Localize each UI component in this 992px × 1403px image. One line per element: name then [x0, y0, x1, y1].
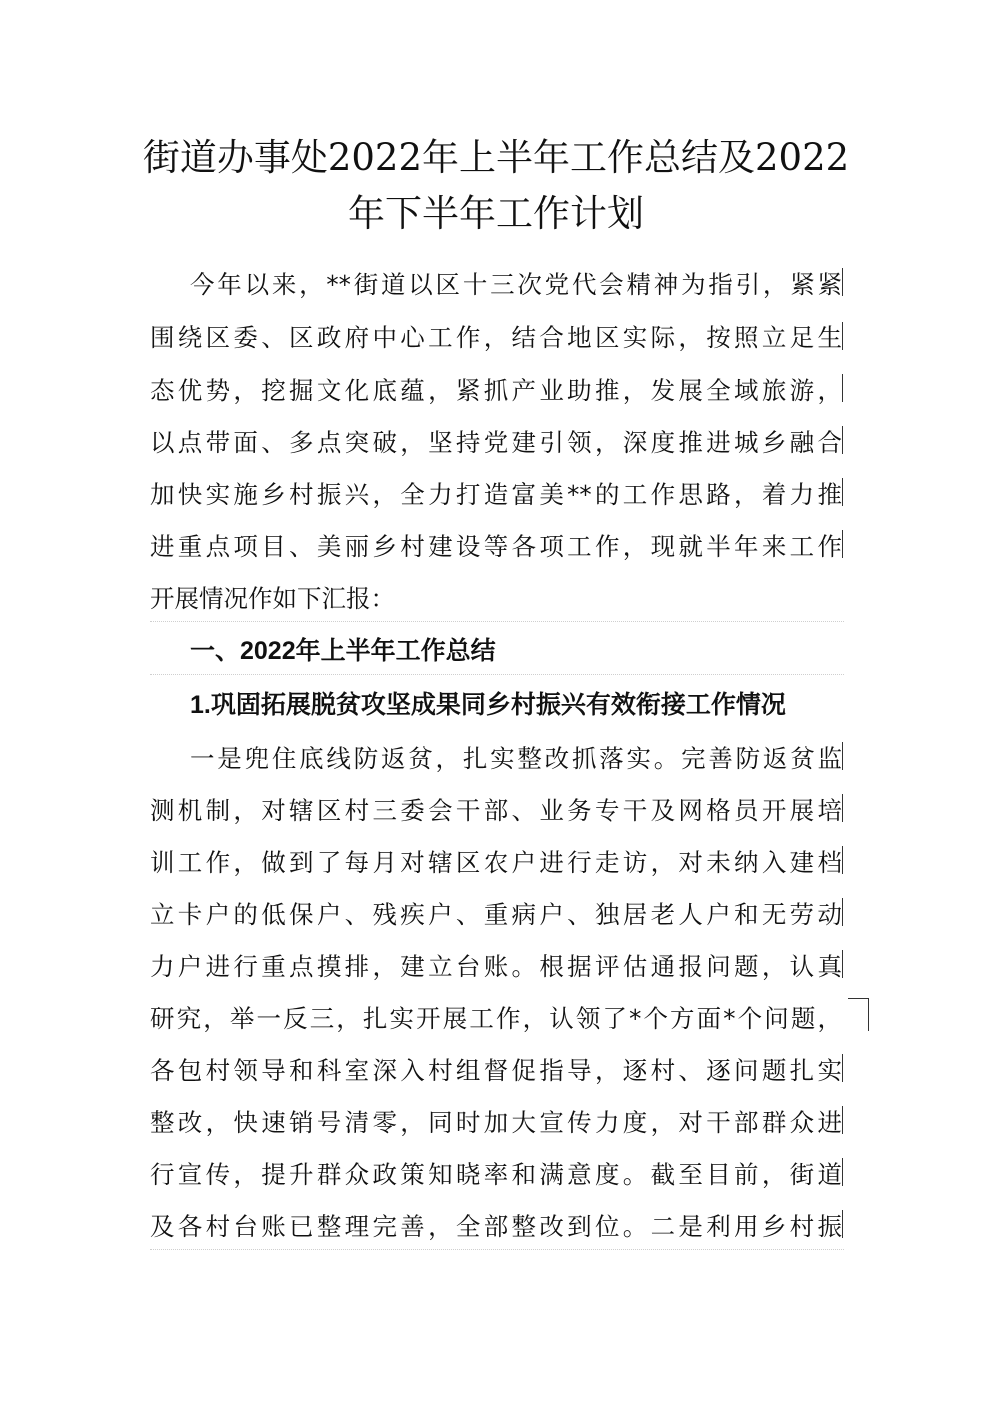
intro-line-5: 加快实施乡村振兴，全力打造富美**的工作思路，着力推 — [150, 480, 842, 509]
line-end-mark — [842, 846, 843, 874]
body-line-6: 研究，举一反三，扎实开展工作，认领了*个方面*个问题， — [150, 1004, 842, 1033]
line-end-mark — [842, 268, 843, 296]
body-line-5: 力户进行重点摸排，建立台账。根据评估通报问题，认真 — [150, 952, 842, 981]
body-line-8: 整改，快速销号清零，同时加大宣传力度，对干部群众进 — [150, 1108, 842, 1137]
intro-line-3: 态优势，挖掘文化底蕴，紧抓产业助推，发展全域旅游， — [150, 376, 842, 405]
body-line-1: 一是兜住底线防返贫，扎实整改抓落实。完善防返贫监 — [190, 744, 842, 773]
body-line-3: 训工作，做到了每月对辖区农户进行走访，对未纳入建档 — [150, 848, 842, 877]
intro-line-4: 以点带面、多点突破，坚持党建引领，深度推进城乡融合 — [150, 428, 842, 457]
line-end-mark — [842, 530, 843, 558]
line-end-mark — [842, 794, 843, 822]
line-end-mark — [842, 374, 843, 402]
text-boundary-rule — [150, 1249, 844, 1250]
subsection-heading: 1.巩固拓展脱贫攻坚成果同乡村振兴有效衔接工作情况 — [190, 691, 786, 719]
text-boundary-rule — [150, 621, 844, 622]
line-end-mark — [842, 426, 843, 454]
document-title-line-2: 年下半年工作计划 — [348, 192, 644, 235]
body-line-7: 各包村领导和科室深入村组督促指导，逐村、逐问题扎实 — [150, 1056, 842, 1085]
intro-line-2: 围绕区委、区政府中心工作，结合地区实际，按照立足生 — [150, 323, 842, 352]
intro-line-1: 今年以来，**街道以区十三次党代会精神为指引，紧紧 — [190, 270, 842, 299]
text-boundary-rule — [150, 674, 844, 675]
margin-corner-mark — [848, 998, 869, 1031]
intro-line-6: 进重点项目、美丽乡村建设等各项工作，现就半年来工作 — [150, 532, 842, 561]
line-end-mark — [842, 1054, 843, 1082]
line-end-mark — [842, 1210, 843, 1238]
section-heading: 一、2022年上半年工作总结 — [190, 637, 496, 665]
body-line-9: 行宣传，提升群众政策知晓率和满意度。截至目前，街道 — [150, 1160, 842, 1189]
line-end-mark — [842, 478, 843, 506]
intro-line-7: 开展情况作如下汇报： — [150, 584, 395, 613]
body-line-4: 立卡户的低保户、残疾户、重病户、独居老人户和无劳动 — [150, 900, 842, 929]
document-title-line-1: 街道办事处2022年上半年工作总结及2022 — [142, 136, 850, 179]
line-end-mark — [842, 898, 843, 926]
line-end-mark — [842, 1158, 843, 1186]
line-end-mark — [842, 322, 843, 350]
line-end-mark — [842, 950, 843, 978]
line-end-mark — [842, 1106, 843, 1134]
body-line-10: 及各村台账已整理完善，全部整改到位。二是利用乡村振 — [150, 1212, 842, 1241]
line-end-mark — [842, 742, 843, 770]
body-line-2: 测机制，对辖区村三委会干部、业务专干及网格员开展培 — [150, 796, 842, 825]
